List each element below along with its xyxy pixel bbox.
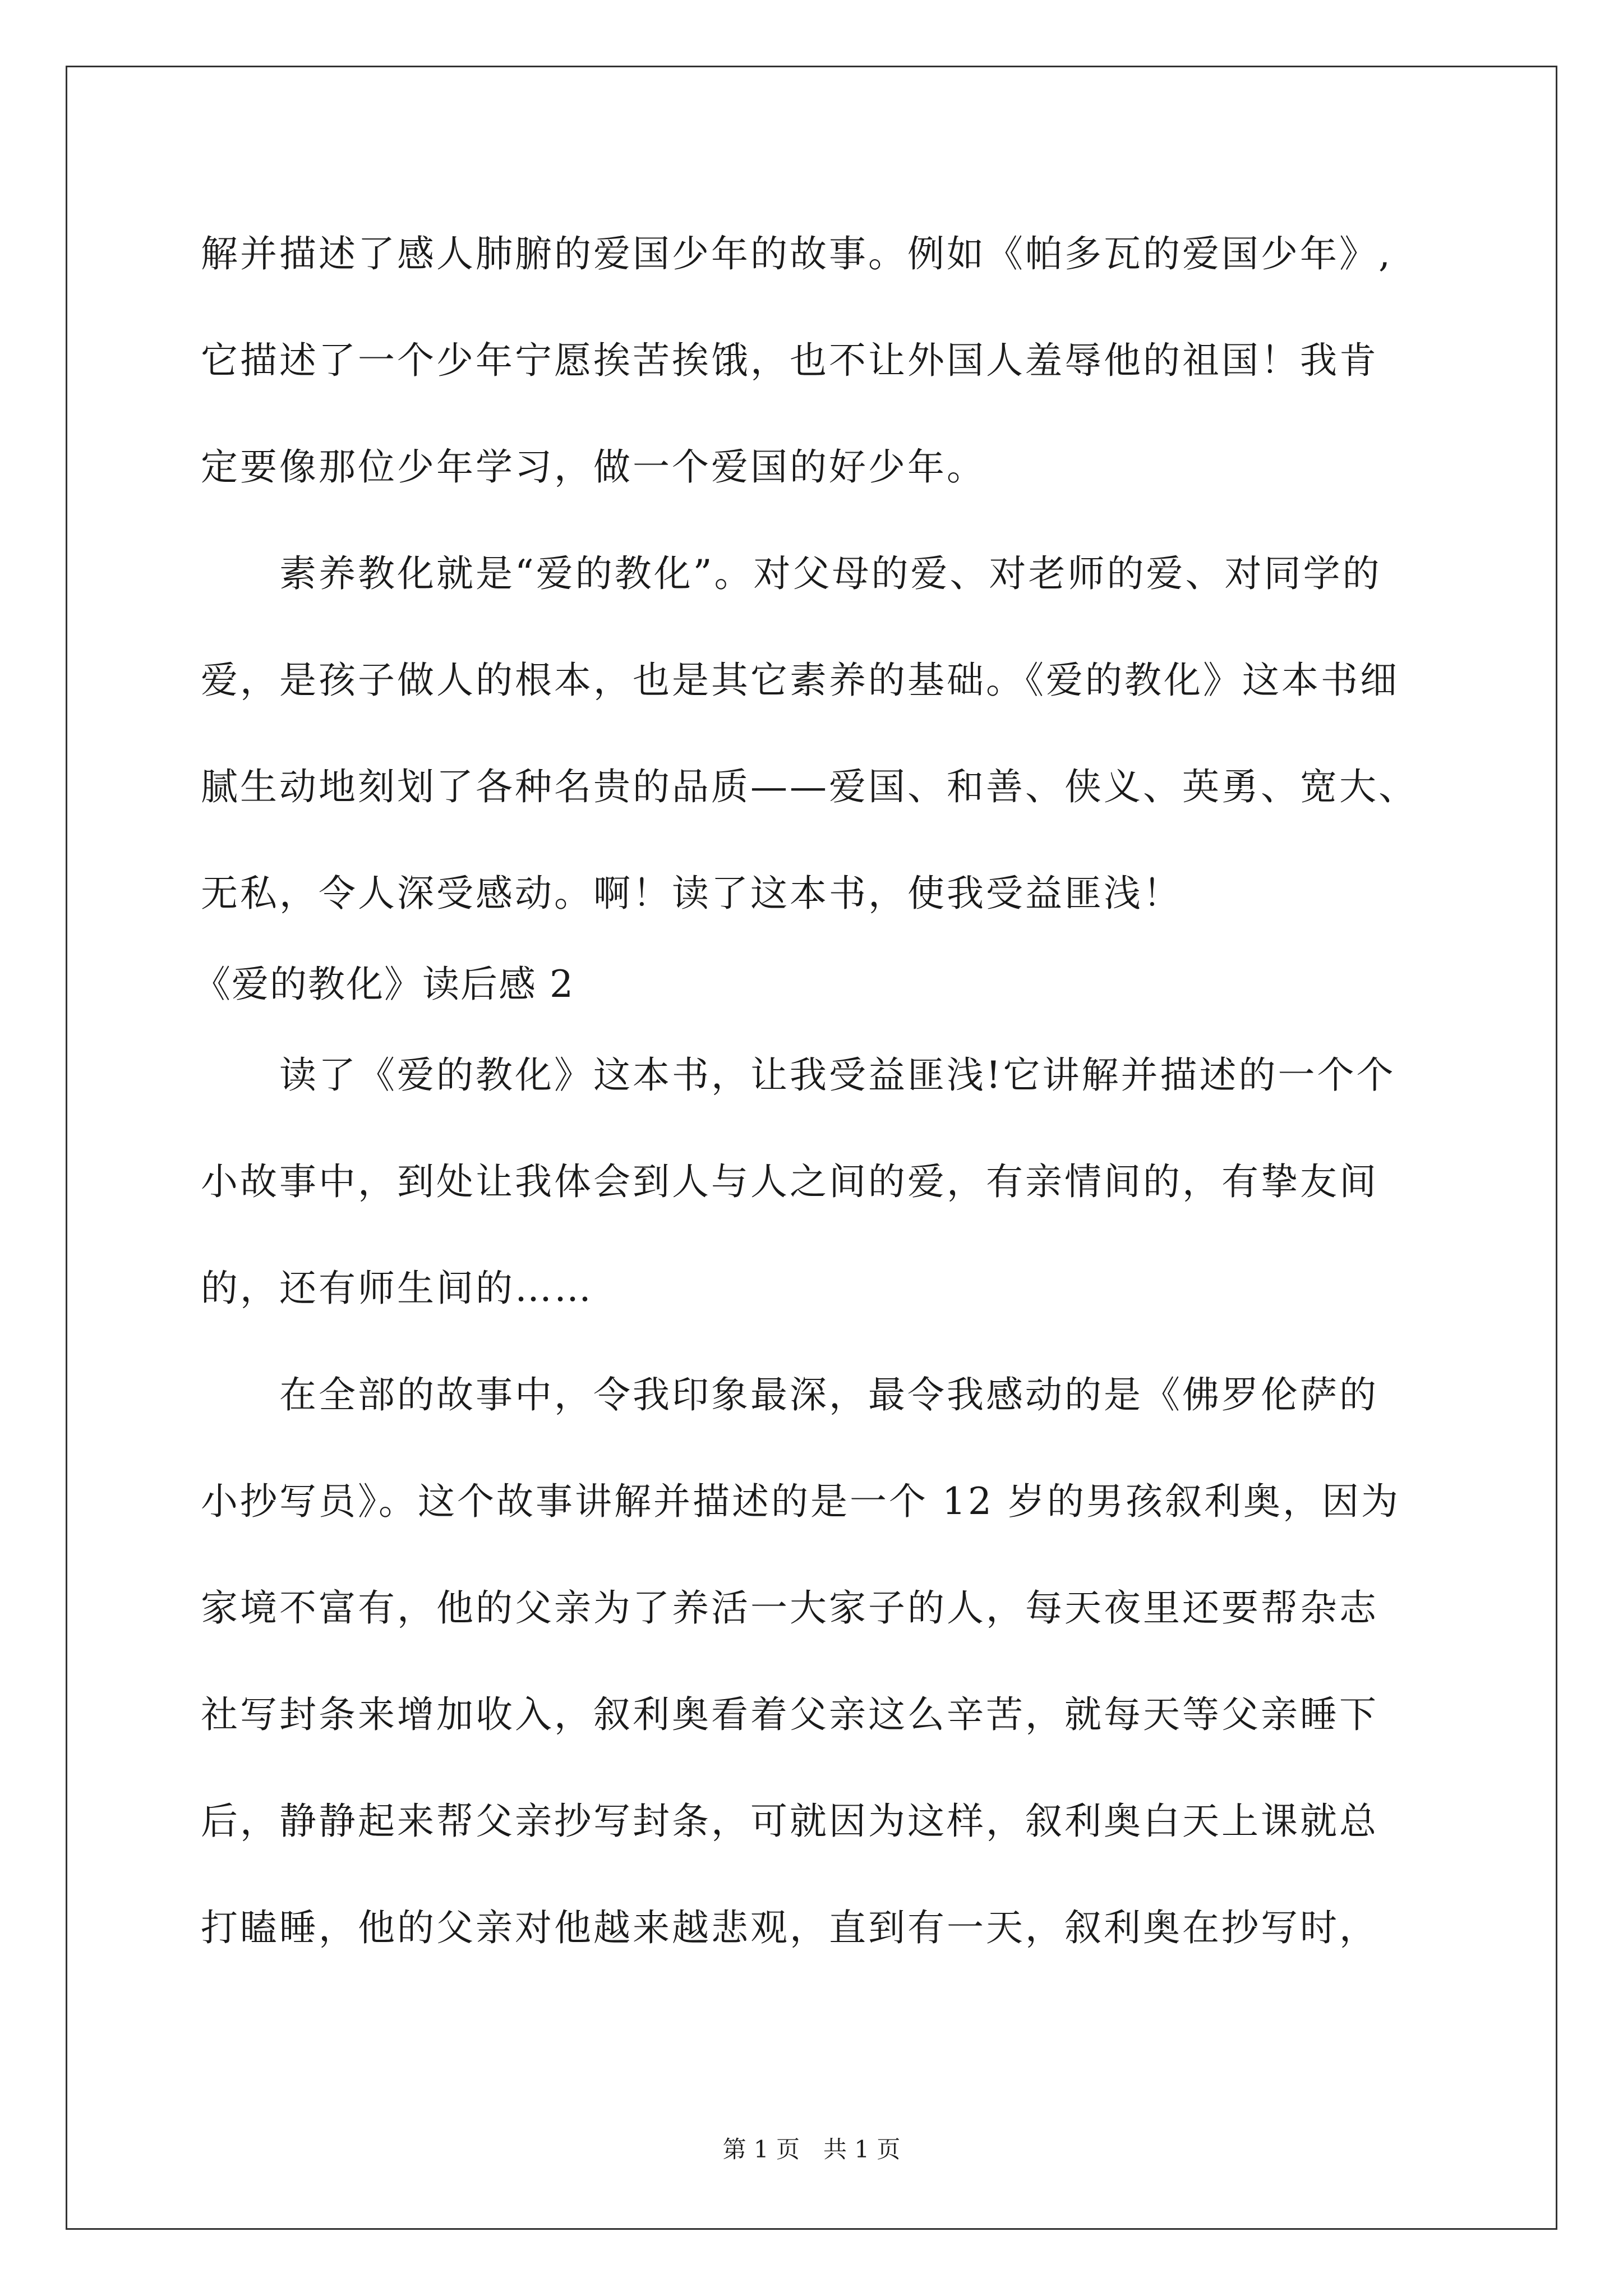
page-footer: 第 1 页 共 1 页	[722, 2136, 901, 2163]
text-line: 腻生动地刻划了各种名贵的品质——爱国、和善、侠义、英勇、宽大、	[201, 765, 1418, 808]
text-line: 打瞌睡，他的父亲对他越来越悲观，直到有一天，叙利奥在抄写时，	[201, 1906, 1378, 1949]
text-line: 爱，是孩子做人的根本，也是其它素养的基础。《爱的教化》这本书细	[201, 659, 1399, 702]
text-line: 它描述了一个少年宁愿挨苦挨饿，也不让外国人羞辱他的祖国！我肯	[201, 339, 1378, 382]
text-line: 家境不富有，他的父亲为了养活一大家子的人，每天夜里还要帮杂志	[201, 1586, 1378, 1630]
section-heading: 《爱的教化》读后感 2	[193, 963, 574, 1006]
text-line: 素养教化就是“爱的教化”。对父母的爱、对老师的爱、对同学的	[201, 552, 1382, 595]
text-line: 无私，令人深受感动。啊！读了这本书，使我受益匪浅！	[201, 872, 1182, 915]
text-line: 解并描述了感人肺腑的爱国少年的故事。例如《帕多瓦的爱国少年》,	[201, 232, 1393, 275]
text-line: 社写封条来增加收入，叙利奥看着父亲这么辛苦，就每天等父亲睡下	[201, 1693, 1378, 1736]
text-line: 读了《爱的教化》这本书，让我受益匪浅!它讲解并描述的一个个	[201, 1053, 1396, 1097]
text-line: 小故事中，到处让我体会到人与人之间的爱，有亲情间的，有挚友间	[201, 1160, 1378, 1203]
text-line: 在全部的故事中，令我印象最深，最令我感动的是《佛罗伦萨的	[201, 1373, 1378, 1416]
text-line: 小抄写员》。这个故事讲解并描述的是一个 12 岁的男孩叙利奥，因为	[201, 1480, 1400, 1523]
text-line: 后，静静起来帮父亲抄写封条，可就因为这样，叙利奥白天上课就总	[201, 1800, 1378, 1843]
text-line: 定要像那位少年学习，做一个爱国的好少年。	[201, 445, 986, 489]
text-line: 的，还有师生间的……	[201, 1267, 593, 1310]
